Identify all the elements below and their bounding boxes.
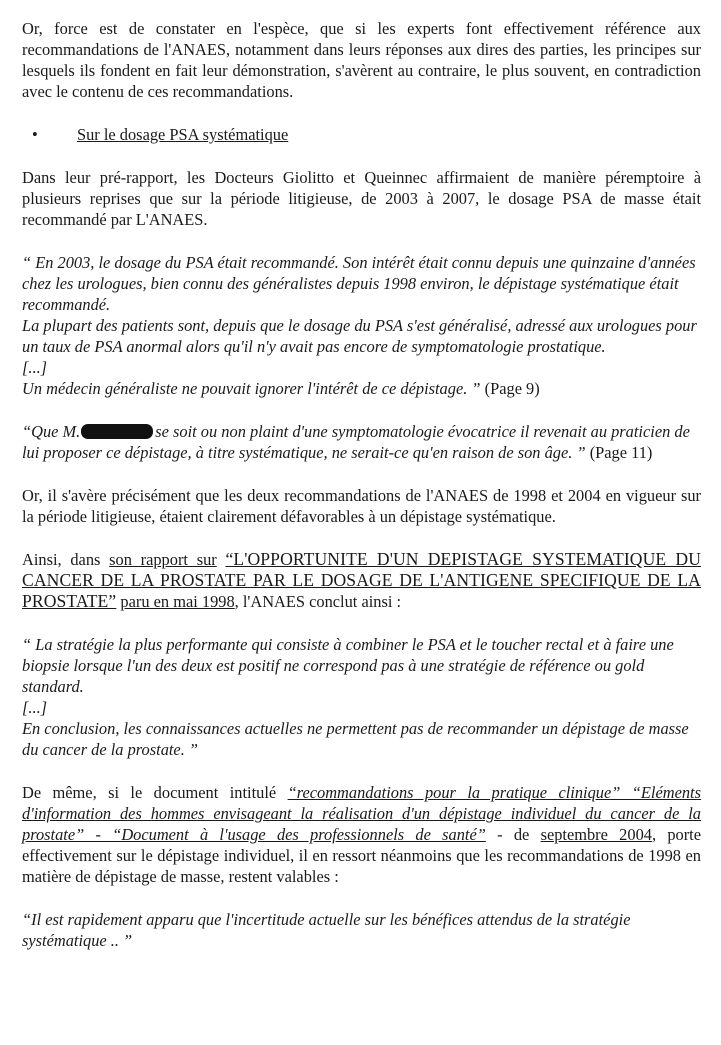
- quote-block-3: [22, 634, 701, 760]
- quote-2-text: [22, 421, 701, 463]
- document-2004-paragraph: [22, 782, 701, 887]
- doc-title: “recommandations pour la pratique clinique” “Eléments d'information des hommes envisageant la réalisation d'un dépistage individuel du cancer de la prostate” - “Document à l'usage des professionnels de santé”: [22, 783, 701, 844]
- quote-block-4: [22, 909, 701, 951]
- quote-block-1: [22, 252, 701, 399]
- redaction-mark: [81, 424, 153, 439]
- doc-mid: - de: [485, 825, 541, 844]
- quote-1-page-ref: (Page 9): [480, 379, 540, 398]
- quote-3-ellipsis: [...]: [22, 698, 48, 717]
- doc-pre: De même, si le document intitulé: [22, 783, 288, 802]
- section-heading: [22, 124, 701, 145]
- quote-1-line-2: La plupart des patients sont, depuis que le dosage du PSA s'est généralisé, adressé aux urologues pour un taux de PSA anormal alors qu'il n'y avait pas encore de symptomatologie prostatique.: [22, 316, 697, 356]
- quote-block-2: [22, 421, 701, 463]
- doc-post: , porte effectivement sur le dépistage individuel, il en ressort néanmoins que les recommandations de 1998 en matière de dépistage de masse, restent valables :: [22, 825, 702, 886]
- pre-rapport-paragraph: Dans leur pré-rapport, les Docteurs Giolitto et Queinnec affirmaient de manière péremptoire à plusieurs reprises que sur la période litigieuse, de 2003 à 2007, le dosage PSA de masse était recommandé par L'ANAES.: [22, 168, 701, 229]
- section-heading-text: Sur le dosage PSA systématique: [77, 125, 289, 144]
- rapport-link: son rapport sur: [109, 550, 217, 569]
- quote-2-page-ref: (Page 11): [585, 443, 653, 462]
- rapport-paragraph: [22, 549, 701, 612]
- quote-1-ellipsis: [...]: [22, 358, 48, 377]
- intro-paragraph: Or, force est de constater en l'espèce, que si les experts font effectivement référence aux recommandations de l'ANAES, notamment dans leurs réponses aux dires des parties, les principes sur lesquels ils fondent en fait leur démonstration, s'avèrent au contraire, le plus souvent, en contradiction avec le contenu de ces recommandations.: [22, 19, 701, 101]
- quote-4-text: “Il est rapidement apparu que l'incertitude actuelle sur les bénéfices attendus de la stratégie systématique .. ”: [22, 910, 631, 950]
- bullet-icon: •: [32, 125, 38, 144]
- quote-1-line-3: [22, 378, 701, 399]
- quote-3-line-1: “ La stratégie la plus performante qui consiste à combiner le PSA et le toucher rectal et à faire une biopsie lorsque l'un des deux est positif ne correspond pas à une stratégie de référence ou gold standard.: [22, 635, 674, 696]
- anaes-recommendations-paragraph: Or, il s'avère précisément que les deux recommandations de l'ANAES de 1998 et 2004 en vigueur sur la période litigieuse, étaient clairement défavorables à un dépistage systématique.: [22, 486, 701, 526]
- quote-2-start: “Que M.: [22, 422, 81, 441]
- quote-2-rest: se soit ou non plaint d'une symptomatologie évocatrice il revenait au praticien de lui proposer ce dépistage, à titre systématique, ne serait-ce qu'en raison de son âge. ”: [22, 422, 690, 462]
- quote-3-line-2: En conclusion, les connaissances actuelles ne permettent pas de recommander un dépistage de masse du cancer de la prostate. ”: [22, 719, 689, 759]
- doc-date: septembre 2004: [540, 825, 652, 844]
- rapport-post: , l'ANAES conclut ainsi :: [234, 592, 402, 611]
- rapport-date: paru en mai 1998: [120, 592, 235, 611]
- quote-1-line-3-text: Un médecin généraliste ne pouvait ignorer l'intérêt de ce dépistage. ”: [22, 379, 481, 398]
- quote-1-line-1: “ En 2003, le dosage du PSA était recommandé. Son intérêt était connu depuis une quinzaine d'années chez les urologues, bien connu des généralistes depuis 1998 environ, le dépistage systématique était recommandé.: [22, 253, 696, 314]
- rapport-pre: Ainsi, dans: [22, 550, 110, 569]
- rapport-title: “L'OPPORTUNITE D'UN DEPISTAGE SYSTEMATIQUE DU CANCER DE LA PROSTATE PAR LE DOSAGE DE L'ANTIGENE SPECIFIQUE DE LA PROSTATE”: [22, 549, 701, 611]
